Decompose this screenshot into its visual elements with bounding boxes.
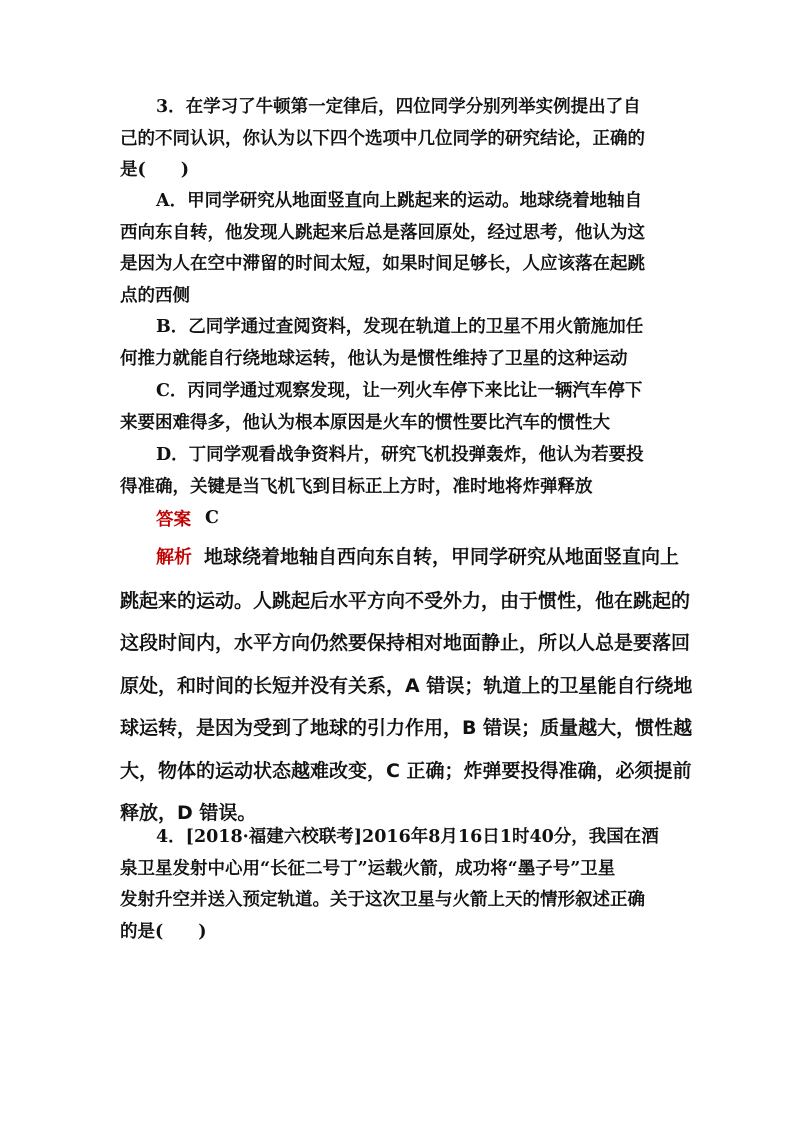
question-4-stem-line: 4．[2018·福建六校联考]2016年8月16日1时40分，我国在酒 xyxy=(156,827,659,847)
question-3-stem-line: 3．在学习了牛顿第一定律后，四位同学分别列举实例提出了自 xyxy=(156,97,641,117)
question-4-stem xyxy=(120,822,675,948)
answer-value: C xyxy=(205,508,219,528)
question-4-stem-line: 泉卫星发射中心用“长征二号丁”运载火箭，成功将“墨子号”卫星 xyxy=(120,858,616,879)
option-a-line: 西向东自转，他发现人跳起来后总是落回原处，经过思考，他认为这 xyxy=(120,222,645,243)
question-3-option-c xyxy=(120,376,675,439)
question-3-stem-line: 己的不同认识，你认为以下四个选项中几位同学的研究结论，正确的 xyxy=(120,128,645,149)
analysis-line: 跳起来的运动。人跳起后水平方向不受外力，由于惯性，他在跳起的 xyxy=(120,589,691,612)
option-d-line: D．丁同学观看战争资料片，研究飞机投弹轰炸，他认为若要投 xyxy=(156,445,644,465)
question-3-option-a xyxy=(120,186,675,312)
analysis-line xyxy=(120,536,680,580)
option-d-line: 得准确，关键是当飞机飞到目标正上方时，准时地将炸弹释放 xyxy=(120,476,593,497)
option-c-line: 来要困难得多，他认为根本原因是火车的惯性要比汽车的惯性大 xyxy=(120,412,610,433)
analysis-text: 地球绕着地轴自西向东自转，甲同学研究从地面竖直向上 xyxy=(204,546,680,568)
option-c-line: C．丙同学通过观察发现，让一列火车停下来比让一辆汽车停下 xyxy=(156,381,643,401)
analysis-line: 原处，和时间的长短并没有关系，A 错误；轨道上的卫星能自行绕地 xyxy=(120,674,693,697)
analysis-label: 解析 xyxy=(156,547,192,568)
question-3-option-d xyxy=(120,440,675,503)
analysis-line: 这段时间内，水平方向仍然要保持相对地面静止，所以人总是要落回 xyxy=(120,632,691,654)
option-a-line: 点的西侧 xyxy=(120,285,190,306)
analysis-line: 释放，D 错误。 xyxy=(120,802,257,824)
answer-row xyxy=(156,506,219,530)
answer-label: 答案 xyxy=(156,509,191,530)
analysis-line: 大，物体的运动状态越难改变，C 正确；炸弹要投得准确，必须提前 xyxy=(120,759,692,782)
analysis-line: 球运转，是因为受到了地球的引力作用，B 错误；质量越大，惯性越 xyxy=(120,717,693,739)
option-b-line: B．乙同学通过查阅资料，发现在轨道上的卫星不用火箭施加任 xyxy=(156,317,644,337)
option-a-line: A．甲同学研究从地面竖直向上跳起来的运动。地球绕着地轴自 xyxy=(156,191,643,211)
option-b-line: 何推力就能自行绕地球运转，他认为是惯性维持了卫星的这种运动 xyxy=(120,348,628,369)
option-a-line: 是因为人在空中滞留的时间太短，如果时间足够长，人应该落在起跳 xyxy=(120,254,645,275)
analysis-block xyxy=(120,536,693,835)
question-3-option-b xyxy=(120,312,675,375)
question-4-stem-line: 发射升空并送入预定轨道。关于这次卫星与火箭上天的情形叙述正确 xyxy=(120,890,645,911)
question-3-stem xyxy=(120,92,675,187)
question-3-stem-line: 是( ) xyxy=(120,160,190,181)
question-4-stem-line: 的是( ) xyxy=(120,921,207,942)
